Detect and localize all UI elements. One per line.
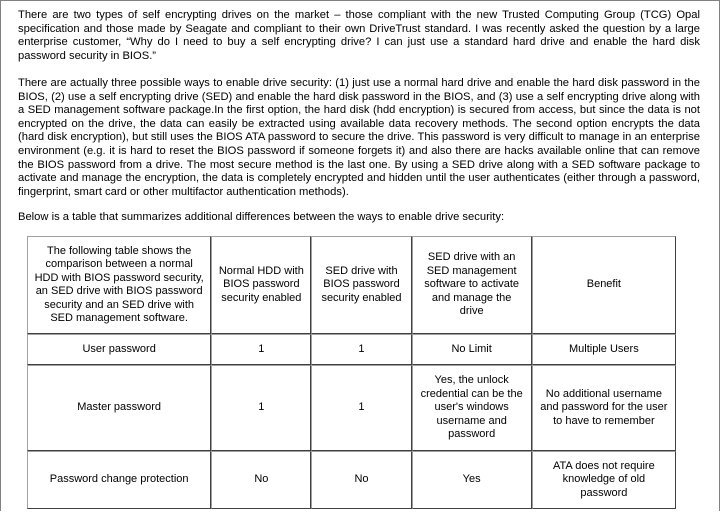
table-cell: 1 [311,365,411,451]
header-cell: SED drive with BIOS password security enabled [311,236,411,334]
intro-paragraph: There are two types of self encrypting drives on the market – those compliant with the new Trusted Computing Group (TCG) Opal specification and those made by Seagate and compliant to their own DriveTrust standard. I was recently asked the question by a large enterprise customer, “Why do I need to buy a self encrypting drive? I can just use a standard hard drive and enable the hard disk password security in BIOS.” [18,9,700,62]
table-cell: 1 [311,334,411,365]
table-row [27,334,676,365]
header-cell: Benefit [532,236,676,334]
table-cell: Password change protection [27,451,211,509]
table-intro-paragraph: Below is a table that summarizes additional differences between the ways to enable drive security: [18,211,505,223]
table-cell: No Limit [412,334,532,365]
table-row [27,451,676,509]
header-cell: The following table shows the comparison between a normal HDD with BIOS password security, an SED drive with BIOS password security and an SED drive with SED management software. [27,236,211,334]
comparison-table [27,236,676,509]
table-cell: 1 [211,365,311,451]
table-cell: No [211,451,311,509]
table-cell: Yes, the unlock credential can be the user's windows username and password [412,365,532,451]
table-cell: User password [27,334,211,365]
table-header-row [27,236,676,334]
header-cell: SED drive with an SED management software to activate and manage the drive [412,236,532,334]
table-cell: Master password [27,365,211,451]
table-cell: Yes [412,451,532,509]
table-cell: ATA does not require knowledge of old password [532,451,676,509]
table-cell: No additional username and password for the user to have to remember [532,365,676,451]
table-cell: Multiple Users [532,334,676,365]
options-paragraph: There are actually three possible ways to enable drive security: (1) just use a normal hard drive and enable the hard disk password in the BIOS, (2) use a self encrypting drive (SED) and enable the hard disk password in the BIOS, and (3) use a self encrypting drive along with a SED management software package.In the first option, the hard disk (hdd encryption) is secured from access, but since the data is not encrypted on the drive, the data can easily be extracted using available data recovery methods. The second option encrypts the data (hard disk encryption), but still uses the BIOS ATA password to secure the drive. This password is very difficult to manage in an enterprise environment (e.g. it is hard to reset the BIOS password if someone forgets it) and also there are hacks available online that can remove the BIOS password from a drive. The most secure method is the last one. By using a SED drive along with a SED software package to activate and manage the encryption, the data is completely encrypted and hidden until the user authenticates (either through a password, fingerprint, smart card or other multifactor authentication methods). [18,77,700,198]
header-cell: Normal HDD with BIOS password security enabled [211,236,311,334]
table-cell: 1 [211,334,311,365]
table-cell: No [311,451,411,509]
table-row [27,365,676,451]
